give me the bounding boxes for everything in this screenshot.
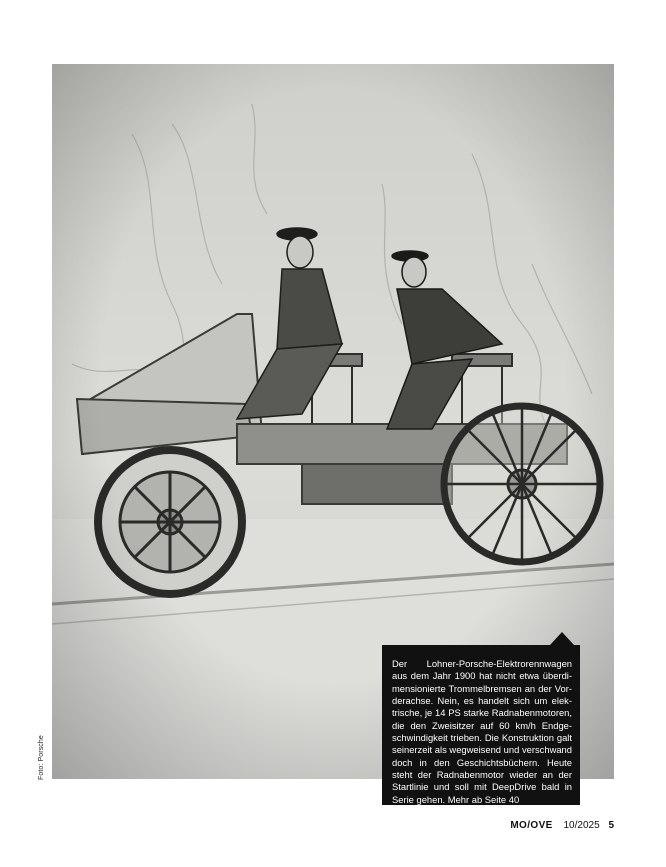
page-footer bbox=[510, 820, 614, 831]
photo-credit: Foto: Porsche bbox=[38, 735, 45, 780]
magazine-name: MO/OVE bbox=[510, 820, 553, 831]
photo-caption: Der Lohner-Porsche-Elektrorennwagen aus dem Jahr 1900 hat nicht etwa überdimensionierte Trommelbremsen an der Vorderachse. Nein, es handelt sich um elektrische, je 14 PS starke Radnabenmotoren, die den Zweisitzer auf 60 km/h Endgeschwindigkeit trieben. Die Konstruktion galt seinerzeit als wegweisend und verschwand doch in den Geschichtsbüchern. Heute steht der Radnabenmotor wieder an der Startlinie und soll mit DeepDrive bald in Serie gehen. Mehr ab Seite 40 bbox=[382, 645, 580, 805]
page-number: 5 bbox=[608, 820, 614, 831]
issue-number: 10/2025 bbox=[563, 820, 600, 831]
caption-pointer-triangle bbox=[550, 632, 574, 645]
